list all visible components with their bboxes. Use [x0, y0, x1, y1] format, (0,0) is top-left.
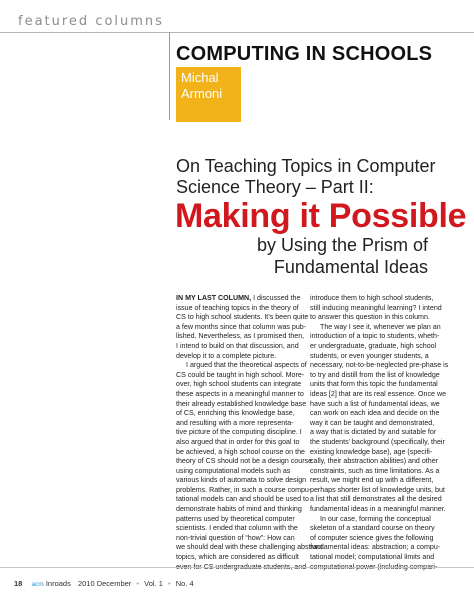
body-text: non-trivial question of “how”: How can: [176, 533, 295, 542]
body-text-line: [176, 352, 304, 362]
body-text-line: [310, 515, 438, 525]
body-column-right: [310, 294, 449, 572]
publication-name: Inroads: [45, 579, 71, 588]
body-text: cally, their abstraction abilities) and other: [310, 457, 439, 466]
body-text-line: [176, 543, 323, 553]
body-text-line: [310, 476, 438, 486]
body-text: to try and distill from the list of knowledge: [310, 370, 440, 379]
body-text-line: [176, 342, 304, 352]
body-text-line: [176, 304, 304, 314]
body-text-line: [310, 389, 447, 400]
body-text: over, high school students can integrate: [176, 380, 302, 389]
footer-separator: •: [168, 579, 171, 588]
body-text-line: [176, 380, 304, 390]
body-text: existing knowledge base), age (specifi-: [310, 447, 433, 456]
body-text: be achieved, a high school course on the: [176, 447, 305, 456]
body-text: lished. Nevertheless, as I promised then,: [176, 332, 305, 341]
body-text: constraints, such as time limitations. As a: [310, 466, 440, 475]
body-text: topics, which are considered as difficult: [176, 553, 299, 562]
body-text: fundamental ideas: abstraction; a compu-: [310, 543, 441, 552]
body-text-line: [176, 332, 304, 342]
body-text: I intend to build on that discussion, and: [176, 341, 299, 350]
body-text: way it can be taught and demonstrated,: [310, 418, 435, 427]
body-text: can work on each idea and decide on the: [310, 409, 440, 418]
body-text-line: [176, 448, 304, 458]
article-byline: [257, 234, 428, 278]
subtitle-line: On Teaching Topics in Computer: [176, 156, 436, 176]
issue-number: No. 4: [175, 579, 194, 588]
body-text: using computational models such as: [176, 466, 291, 475]
publication-prefix: acm: [31, 581, 44, 588]
body-text: In our case, forming the conceptual: [320, 514, 431, 523]
body-text-line: [310, 467, 438, 477]
section-divider: [0, 32, 474, 33]
body-text: a few months since that column was pub-: [176, 322, 307, 331]
body-text: a list that still demonstrates all the desired: [310, 495, 442, 504]
subtitle-line: Science Theory – Part II:: [176, 177, 374, 197]
body-text-line: [176, 428, 304, 438]
body-text: introduction of a topic to students, wheth-: [310, 332, 440, 341]
body-text: develop it to a complete picture.: [176, 351, 277, 360]
body-text-line: [310, 419, 438, 429]
author-first-name: Michal: [181, 70, 219, 85]
body-text: even for CS undergraduate students, and: [176, 562, 307, 571]
article-title: Making it Possible: [175, 197, 467, 235]
body-text-line: [310, 534, 438, 544]
body-text-line: [310, 313, 438, 323]
body-text: necessary, not-to-be-neglected pre-phase is: [310, 361, 449, 370]
body-text: these aspects in a meaningful manner to: [176, 389, 304, 398]
body-text-line: [176, 467, 304, 477]
body-text: er undergraduate, graduate, high school: [310, 341, 437, 350]
body-text-line: [176, 294, 304, 304]
article-subtitle: [176, 156, 435, 198]
volume: Vol. 1: [144, 579, 163, 588]
byline-line: Fundamental Ideas: [273, 257, 428, 277]
body-text-line: [310, 371, 438, 381]
byline-line: by Using the Prism of: [256, 235, 428, 255]
footer-separator: •: [136, 579, 140, 588]
body-text: various kinds of automata to solve design: [176, 476, 307, 485]
body-text: tive picture of the computing discipline. I: [176, 428, 302, 437]
author-box: [176, 67, 241, 122]
author-last-name: Armoni: [181, 86, 223, 101]
body-text-line: [176, 457, 313, 467]
body-text-line: [310, 457, 438, 467]
body-text-line: [310, 342, 438, 352]
body-text-line: [310, 361, 449, 371]
body-text-line: [176, 476, 307, 486]
body-text-line: [176, 505, 304, 515]
body-text-line: [176, 438, 304, 448]
body-text-line: [310, 409, 438, 419]
issue-date: 2010 December: [77, 579, 132, 588]
footer-divider: [0, 567, 474, 568]
body-text: patterns used by theoretical computer: [176, 514, 295, 523]
body-text-line: [310, 437, 445, 448]
body-text-line: [310, 524, 438, 534]
body-text: we should deal with these challenging abstract: [176, 543, 323, 552]
body-text: The way I see it, whenever we plan an: [320, 322, 441, 331]
body-text: theory of CS should not be a design course: [176, 457, 313, 466]
body-text: still inducing meaningful learning? I intend: [310, 303, 442, 312]
page-number: 18: [14, 579, 23, 588]
body-text: skeleton of a standard course on theory: [310, 524, 435, 533]
body-text: perhaps shorter list of knowledge units, but: [310, 485, 445, 494]
body-text-line: [176, 371, 304, 381]
body-text-line: [310, 553, 438, 563]
body-text: a way that is dictated by and suitable for: [310, 428, 437, 437]
section-label: featured columns: [18, 14, 164, 29]
body-text-line: [310, 303, 442, 314]
body-text-line: [310, 332, 438, 342]
body-text-line: [176, 553, 304, 563]
body-column-left: [176, 294, 323, 572]
body-text-line: [176, 495, 309, 505]
body-text-line: [310, 352, 438, 362]
body-text: tational models can and should be used to: [176, 495, 309, 504]
body-text: problems. Rather, in such a course compu-: [176, 485, 312, 494]
body-text: of CS, enriching this knowledge base,: [176, 409, 295, 418]
body-text: issue of teaching topics in the theory of: [176, 303, 299, 312]
body-text: units that form this topic the fundamental: [310, 380, 438, 389]
body-text: students, or even younger students, a: [310, 351, 429, 360]
body-text: computational power (including compari-: [310, 562, 438, 571]
body-text-line: [310, 428, 438, 438]
body-text-line: [176, 409, 304, 419]
body-text-line: [310, 294, 438, 304]
body-text-line: [176, 485, 312, 496]
body-text: result, we might end up with a different,: [310, 476, 434, 485]
body-text-line: [176, 313, 309, 323]
body-text-line: [176, 419, 304, 429]
body-text-line: [176, 322, 307, 333]
body-text: the students’ background (specifically, their: [310, 437, 445, 446]
body-text-line: [176, 399, 307, 410]
body-text-line: [176, 534, 304, 544]
body-text-line: [310, 400, 438, 410]
body-text: I argued that the theoretical aspects of: [186, 361, 307, 370]
body-text: of computer science gives the following: [310, 533, 434, 542]
page-footer: [14, 579, 194, 588]
body-text: and resulting with a more representa-: [176, 418, 294, 427]
lead-in: IN MY LAST COLUMN,: [176, 294, 252, 302]
body-text-line: [176, 515, 304, 525]
body-text-line: [310, 495, 442, 505]
body-text: also argued that in order for this goal to: [176, 437, 300, 446]
body-text-line: [310, 543, 441, 553]
body-text: CS could be taught in high school. More-: [176, 370, 305, 379]
body-text: fundamental ideas in a meaningful manner.: [310, 505, 446, 514]
body-text-line: [310, 380, 438, 390]
body-text: have such a list of fundamental ideas, we: [310, 399, 440, 408]
body-text-line: [176, 524, 304, 534]
body-text: their already established knowledge base: [176, 399, 307, 408]
body-text-line: [176, 361, 307, 371]
body-text-line: [176, 390, 304, 400]
body-text: to answer this question in this column.: [310, 313, 430, 322]
body-text: CS to high school students. It’s been quite: [176, 313, 309, 322]
body-text-line: [310, 448, 438, 458]
vertical-divider: [169, 32, 170, 120]
column-title: COMPUTING IN SCHOOLS: [176, 43, 433, 65]
body-text: introduce them to high school students,: [310, 294, 434, 302]
body-text-line: [310, 505, 446, 515]
body-text: scientists. I ended that column with the: [176, 524, 298, 533]
body-text-line: [310, 322, 441, 333]
body-text-line: [310, 485, 445, 496]
body-text: demonstrate habits of mind and thinking: [176, 505, 302, 514]
body-text: ideas [2] that are its real essence. Once we: [310, 389, 447, 398]
body-text: tational model; computational limits and: [310, 553, 435, 562]
body-text: I discussed the: [251, 294, 301, 302]
